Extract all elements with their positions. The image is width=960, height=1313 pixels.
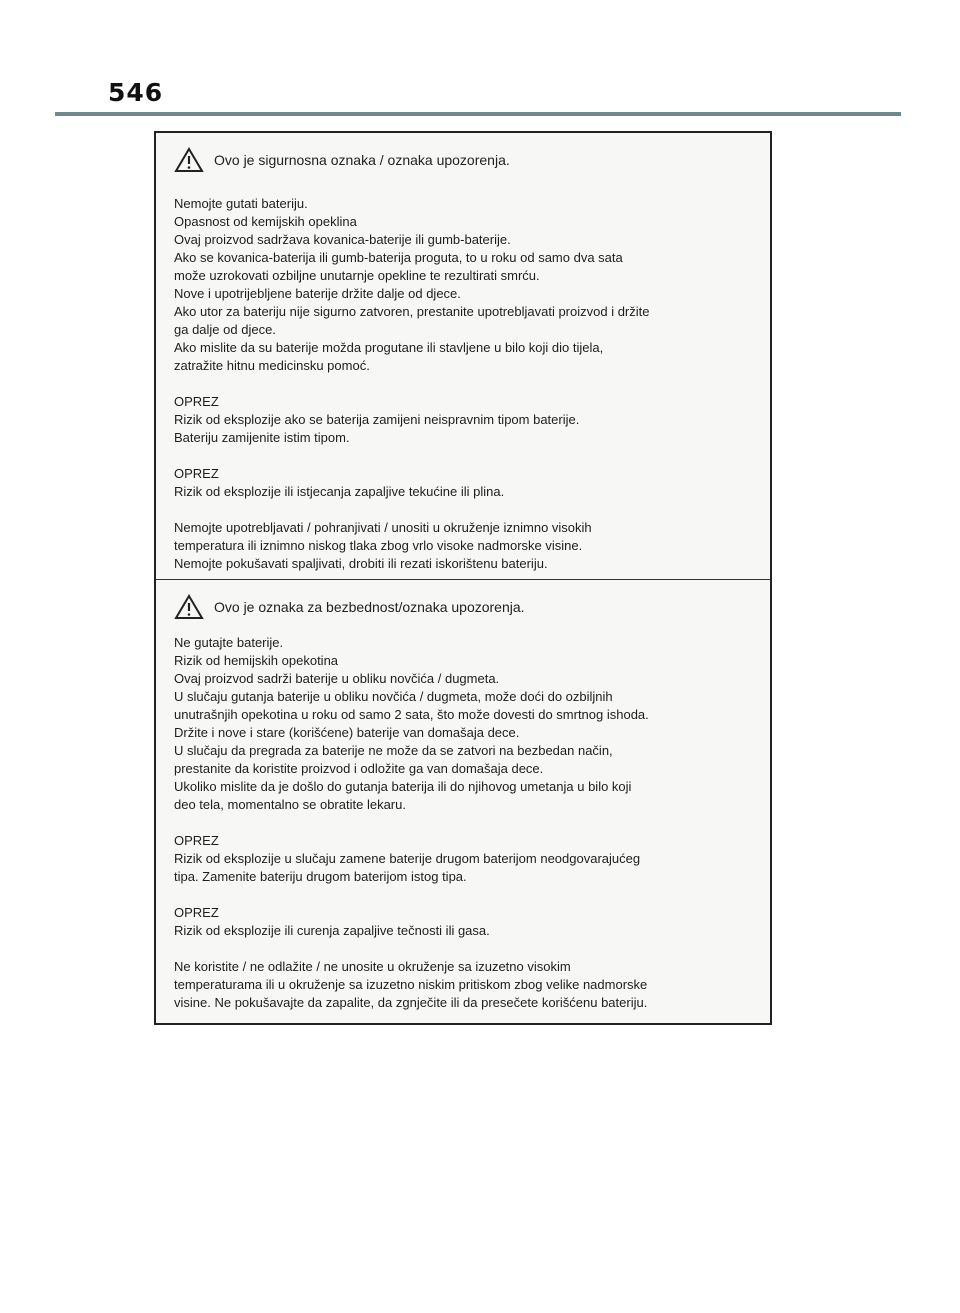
text-line: Nemojte pokušavati spaljivati, drobiti ili rezati iskorištenu bateriju. [174,556,548,571]
text-line: OPREZ [174,905,219,920]
text-line: tipa. Zamenite bateriju drugom baterijom istog tipa. [174,869,467,884]
text-line: Ako mislite da su baterije možda progutane ili stavljene u bilo koji dio tijela, [174,340,604,355]
text-line: OPREZ [174,466,219,481]
warning-triangle-icon [174,594,204,620]
text-line: visine. Ne pokušavajte da zapalite, da zgnječite ili da presečete korišćenu bateriju. [174,995,648,1010]
caution-leakage-text [174,465,756,501]
caution-replacement-text [174,832,756,886]
swallow-warning-text [174,634,756,814]
warning-section-hr [156,133,770,579]
warning-triangle-icon [174,147,204,173]
text-line: Ne koristite / ne odlažite / ne unosite u okruženje sa izuzetno visokim [174,959,571,974]
text-line: Bateriju zamijenite istim tipom. [174,430,350,445]
text-line: Ovaj proizvod sadrži baterije u obliku novčića / dugmeta. [174,671,500,686]
page-number: 546 [108,78,164,107]
caution-replacement-text [174,393,756,447]
environment-warning-text [174,519,756,573]
text-line: Ovaj proizvod sadržava kovanica-baterije ili gumb-baterije. [174,232,511,247]
text-line: Nemojte gutati bateriju. [174,196,308,211]
caution-leakage-text [174,904,756,940]
swallow-warning-text [174,195,756,375]
section-heading [174,143,756,177]
text-line: Držite i nove i stare (korišćene) baterije van domašaja dece. [174,725,520,740]
text-line: Ukoliko mislite da je došlo do gutanja baterija ili do njihovog umetanja u bilo koji [174,779,632,794]
section-heading-text: Ovo je oznaka za bezbednost/oznaka upozorenja. [214,599,525,615]
text-line: prestanite da koristite proizvod i odložite ga van domašaja dece. [174,761,544,776]
text-line: temperatura ili iznimno niskog tlaka zbog vrlo visoke nadmorske visine. [174,538,583,553]
text-line: Ako se kovanica-baterija ili gumb-baterija proguta, to u roku od samo dva sata [174,250,623,265]
header-rule [55,112,901,116]
text-line: zatražite hitnu medicinsku pomoć. [174,358,370,373]
text-line: U slučaju da pregrada za baterije ne može da se zatvori na bezbedan način, [174,743,613,758]
section-heading-text: Ovo je sigurnosna oznaka / oznaka upozorenja. [214,152,510,168]
text-line: unutrašnjih opekotina u roku od samo 2 sata, što može dovesti do smrtnog ishoda. [174,707,649,722]
text-line: U slučaju gutanja baterije u obliku novčića / dugmeta, može doći do ozbiljnih [174,689,613,704]
text-line: OPREZ [174,394,219,409]
text-line: Rizik od eksplozije u slučaju zamene baterije drugom baterijom neodgovarajućeg [174,851,641,866]
text-line: može uzrokovati ozbiljne unutarnje opekline te rezultirati smrću. [174,268,540,283]
warning-section-sr [156,579,770,1023]
environment-warning-text [174,958,756,1012]
text-line: Rizik od eksplozije ako se baterija zamijeni neispravnim tipom baterije. [174,412,580,427]
text-line: OPREZ [174,833,219,848]
text-line: Ne gutajte baterije. [174,635,284,650]
text-line: Ako utor za bateriju nije sigurno zatvoren, prestanite upotrebljavati proizvod i držite [174,304,650,319]
text-line: Nemojte upotrebljavati / pohranjivati / unositi u okruženje iznimno visokih [174,520,592,535]
text-line: ga dalje od djece. [174,322,276,337]
text-line: Rizik od hemijskih opekotina [174,653,339,668]
text-line: Rizik od eksplozije ili istjecanja zapaljive tekućine ili plina. [174,484,505,499]
text-line: Rizik od eksplozije ili curenja zapaljive tečnosti ili gasa. [174,923,490,938]
text-line: deo tela, momentalno se obratite lekaru. [174,797,406,812]
section-heading [174,590,756,624]
text-line: temperaturama ili u okruženje sa izuzetno niskim pritiskom zbog velike nadmorske [174,977,648,992]
text-line: Opasnost od kemijskih opeklina [174,214,357,229]
battery-warning-label [154,131,772,1025]
text-line: Nove i upotrijebljene baterije držite dalje od djece. [174,286,461,301]
